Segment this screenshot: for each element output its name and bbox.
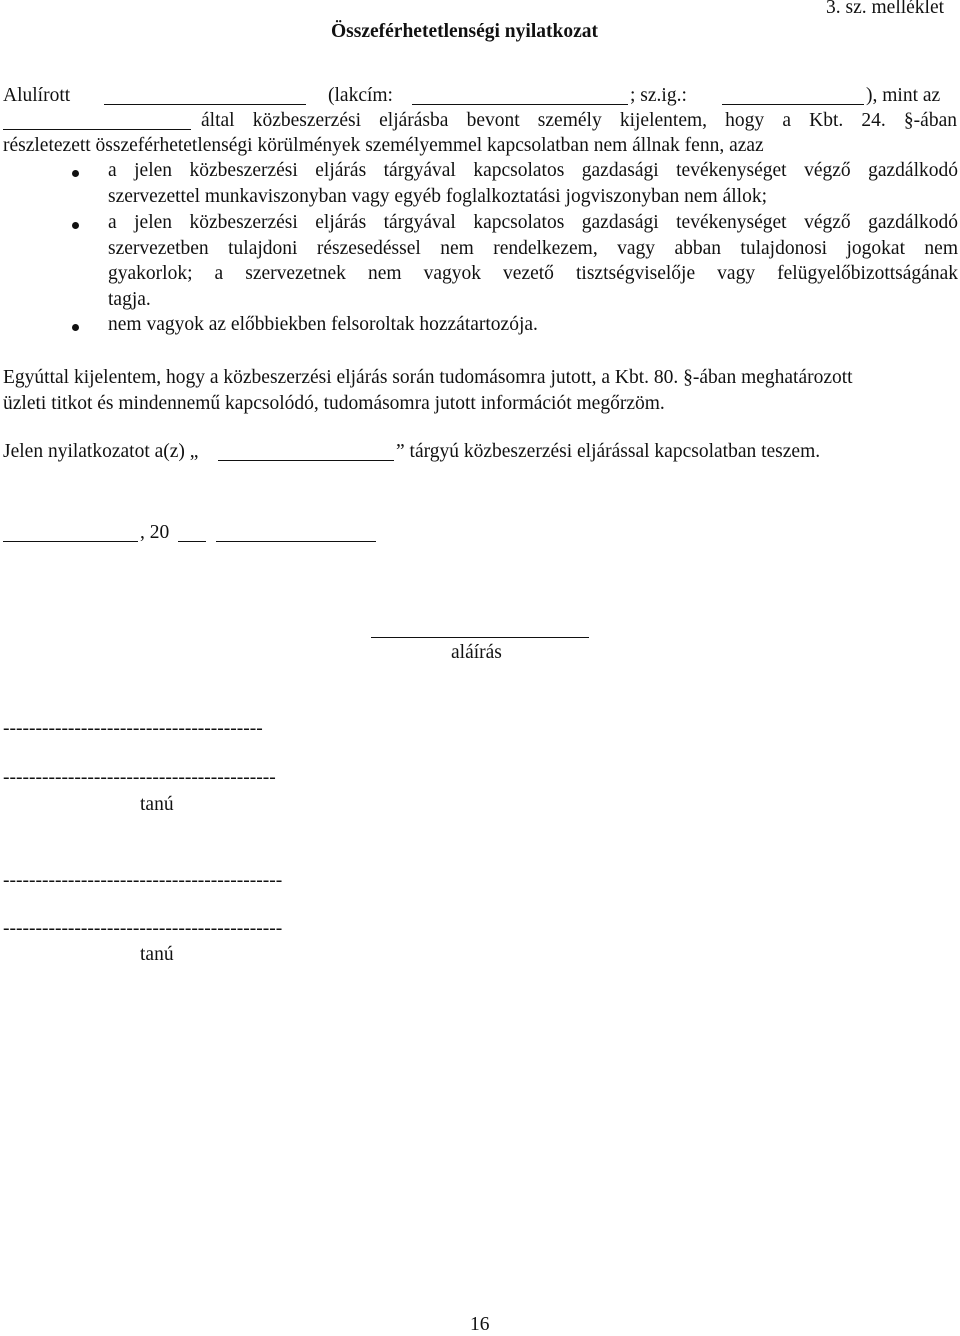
confidentiality-line-2: üzleti titkot és mindennemű kapcsolódó, tudomásomra jutott információt megőrzöm.: [3, 393, 665, 414]
witness-1-label: tanú: [140, 794, 174, 815]
address-blank[interactable]: [412, 104, 628, 105]
bullet-1-line-1: a jelen közbeszerzési eljárás tárgyával kapcsolatos gazdasági tevékenységet végző gazdálkodó: [108, 160, 958, 181]
word-mint: ), mint az: [866, 85, 941, 106]
bullet-3-dot: [72, 324, 79, 331]
word-lakcim: (lakcím:: [328, 85, 393, 106]
signature-label: aláírás: [451, 642, 502, 663]
declaration-line-3: részletezett összeférhetetlenségi körülmények személyemmel kapcsolatban nem állnak fenn, azaz: [3, 135, 764, 156]
bullet-2-line-1: a jelen közbeszerzési eljárás tárgyával kapcsolatos gazdasági tevékenységet végző gazdálkodó: [108, 212, 958, 233]
page-title: Összeférhetetlenségi nyilatkozat: [331, 21, 598, 42]
page-number: 16: [470, 1314, 490, 1335]
date-year-prefix: , 20: [140, 522, 170, 543]
bullet-2-line-3: gyakorlok; a szervezetnek nem vagyok vezető tisztségviselője vagy felügyelőbizottságának: [108, 263, 958, 284]
subject-blank[interactable]: [218, 460, 394, 461]
bullet-2-line-4: tagja.: [108, 289, 151, 310]
annex-label: 3. sz. melléklet: [826, 0, 945, 18]
subject-prefix: Jelen nyilatkozatot a(z) „: [3, 441, 199, 462]
role-blank[interactable]: [3, 129, 191, 130]
witness-2-name-line: -------------------------------------------: [3, 870, 283, 891]
bullet-3-line-1: nem vagyok az előbbiekben felsoroltak hozzátartozója.: [108, 314, 538, 335]
bullet-1-line-2: szervezettel munkaviszonyban vagy egyéb foglalkoztatási jogviszonyban nem állok;: [108, 186, 768, 207]
bullet-2-dot: [72, 222, 79, 229]
month-day-blank[interactable]: [216, 541, 376, 542]
name-blank[interactable]: [104, 104, 306, 105]
signature-line[interactable]: [371, 637, 589, 638]
witness-1-name-line: ----------------------------------------: [3, 718, 263, 739]
year-blank[interactable]: [178, 541, 206, 542]
witness-2-signature-line: -------------------------------------------: [3, 918, 283, 939]
bullet-2-line-2: szervezetben tulajdoni részesedéssel nem rendelkezem, vagy abban tulajdonosi jogokat nem: [108, 238, 958, 259]
bullet-1-dot: [72, 170, 79, 177]
witness-1-signature-line: ------------------------------------------: [3, 767, 276, 788]
declaration-line-2: által közbeszerzési eljárásba bevont személy kijelentem, hogy a Kbt. 24. §-ában: [201, 110, 957, 131]
witness-2-label: tanú: [140, 944, 174, 965]
confidentiality-line-1: Egyúttal kijelentem, hogy a közbeszerzési eljárás során tudomásomra jutott, a Kbt. 80. §-ában meghatározott: [3, 367, 853, 388]
id-number-blank[interactable]: [722, 104, 864, 105]
place-blank[interactable]: [3, 541, 138, 542]
word-alulirott: Alulírott: [3, 85, 71, 106]
word-szig: ; sz.ig.:: [630, 85, 687, 106]
subject-suffix: ” tárgyú közbeszerzési eljárással kapcsolatban teszem.: [396, 441, 821, 462]
